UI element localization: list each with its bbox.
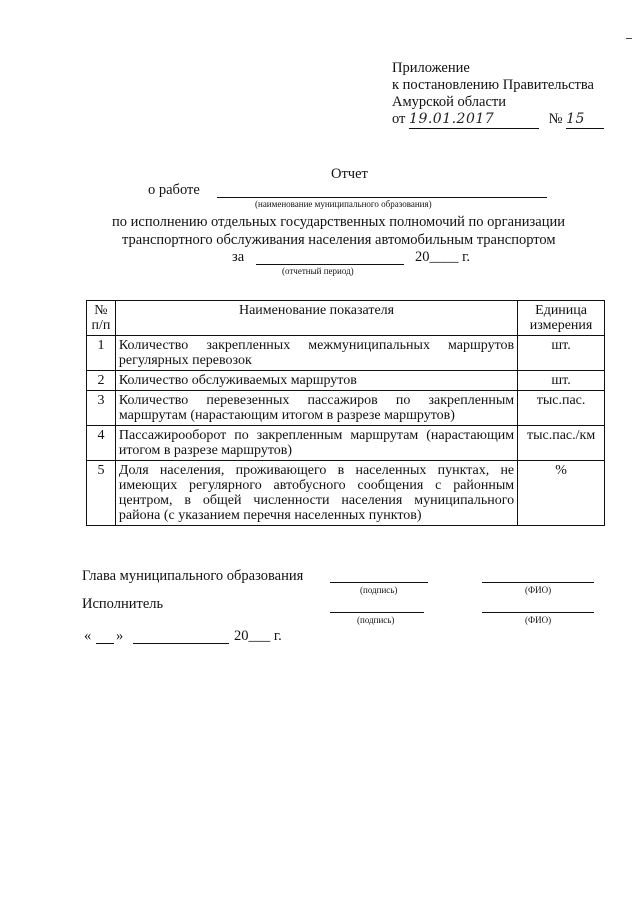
appendix-title: Приложение <box>392 60 470 76</box>
header-num: № п/п <box>87 301 116 336</box>
period-line[interactable] <box>256 264 404 265</box>
row-name: Доля населения, проживающего в населенных пунктах, не имеющих регулярного автобусного сообщения с районным центром, в общей численности населения муниципального района (с указанием перечня населенных пунктов) <box>115 461 517 526</box>
row-num: 4 <box>87 426 116 461</box>
row-name: Количество закрепленных межмуниципальных маршрутов регулярных перевозок <box>115 336 517 371</box>
appendix-region: Амурской области <box>392 94 506 110</box>
table-header-row <box>87 301 605 336</box>
row-num: 1 <box>87 336 116 371</box>
purpose-line-2: транспортного обслуживания населения автомобильным транспортом <box>122 232 556 248</box>
scan-mark <box>626 38 632 39</box>
header-unit: Единица измерения <box>518 301 605 336</box>
municipality-name-line[interactable] <box>217 197 547 198</box>
period-caption: (отчетный период) <box>282 266 354 276</box>
executor-fio-caption: (ФИО) <box>525 615 552 625</box>
row-name: Пассажирооборот по закрепленным маршрутам (нарастающим итогом в разрезе маршрутов) <box>115 426 517 461</box>
head-fio-caption: (ФИО) <box>525 585 552 595</box>
row-num: 5 <box>87 461 116 526</box>
executor-label: Исполнитель <box>82 596 164 612</box>
date-month-line[interactable] <box>133 643 229 644</box>
appendix-decree: к постановлению Правительства <box>392 77 594 93</box>
row-num: 3 <box>87 391 116 426</box>
date-open-quote: « <box>84 628 92 644</box>
head-fio-line[interactable] <box>482 582 594 583</box>
purpose-line-1: по исполнению отдельных государственных полномочий по организации <box>112 214 566 230</box>
date-close-quote: » <box>116 628 124 644</box>
table-row <box>87 336 605 371</box>
header-name: Наименование показателя <box>115 301 517 336</box>
head-label: Глава муниципального образования <box>82 568 304 584</box>
municipality-caption: (наименование муниципального образования) <box>255 199 432 209</box>
executor-signature-line[interactable] <box>330 612 424 613</box>
row-name: Количество перевезенных пассажиров по закрепленным маршрутам (нарастающим итогом в разрезе маршрутов) <box>115 391 517 426</box>
date-year: 20___ г. <box>234 628 282 644</box>
table-row <box>87 461 605 526</box>
executor-fio-line[interactable] <box>482 612 594 613</box>
row-unit: шт. <box>518 336 605 371</box>
handwritten-date: 19.01.2017 <box>409 111 539 129</box>
appendix-date-line <box>392 111 604 129</box>
handwritten-number: 15 <box>566 111 604 129</box>
date-prefix: от <box>392 111 406 127</box>
report-title: Отчет <box>331 166 368 182</box>
head-signature-line[interactable] <box>330 582 428 583</box>
table-row <box>87 391 605 426</box>
head-sign-caption: (подпись) <box>360 585 398 595</box>
period-prefix: за <box>232 249 245 265</box>
number-prefix: № <box>548 111 563 127</box>
row-unit: тыс.пас. <box>518 391 605 426</box>
table-row <box>87 426 605 461</box>
table-row <box>87 371 605 391</box>
executor-sign-caption: (подпись) <box>357 615 395 625</box>
work-prefix: о работе <box>148 182 200 198</box>
indicators-table <box>86 300 605 526</box>
date-day-line[interactable] <box>96 643 114 644</box>
row-name: Количество обслуживаемых маршрутов <box>115 371 517 391</box>
row-unit: тыс.пас./км <box>518 426 605 461</box>
row-unit: шт. <box>518 371 605 391</box>
appendix-block <box>392 60 604 129</box>
row-unit: % <box>518 461 605 526</box>
row-num: 2 <box>87 371 116 391</box>
period-year: 20____ г. <box>415 249 471 265</box>
